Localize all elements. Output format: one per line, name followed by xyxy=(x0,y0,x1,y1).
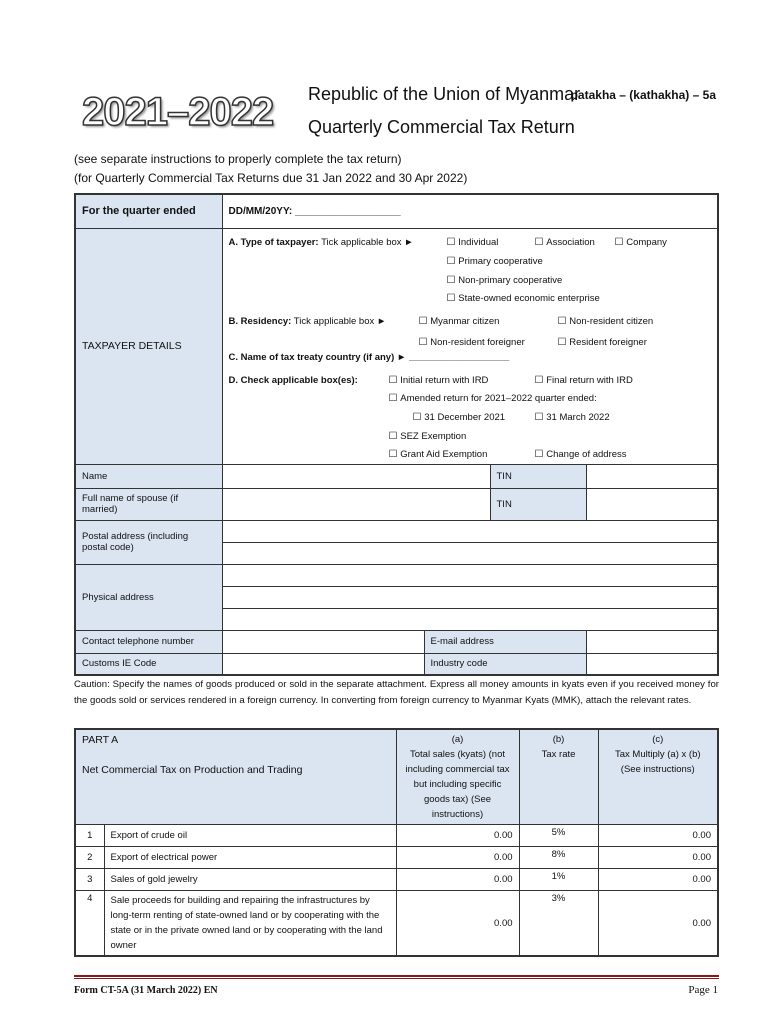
row-number: 3 xyxy=(75,869,104,891)
part-a-table xyxy=(74,728,719,957)
year-logo: 2021–2022 xyxy=(82,90,274,134)
checkbox-31-dec-2021[interactable]: ☐ 31 December 2021 xyxy=(413,412,506,423)
spouse-tin-input[interactable] xyxy=(586,488,718,520)
taxpayer-table xyxy=(74,193,719,676)
checkbox-31-mar-2022[interactable]: ☐ 31 March 2022 xyxy=(535,412,610,423)
type-label: A. Type of taxpayer: xyxy=(228,236,319,248)
residency-label: B. Residency: xyxy=(228,315,292,327)
physical-label: Physical address xyxy=(75,564,222,630)
tax-rate: 3% xyxy=(519,891,598,957)
row-number: 4 xyxy=(75,891,104,957)
tax-amount: 0.00 xyxy=(598,891,718,957)
checkbox-change-address[interactable]: ☐ Change of address xyxy=(535,449,627,460)
name-label: Name xyxy=(75,464,222,488)
tax-amount: 0.00 xyxy=(598,847,718,869)
title-form: Quarterly Commercial Tax Return xyxy=(308,117,575,137)
page-number: Page 1 xyxy=(688,984,718,996)
checkbox-grant-aid[interactable]: ☐ Grant Aid Exemption xyxy=(389,449,488,460)
total-sales-input[interactable]: 0.00 xyxy=(396,825,519,847)
footer-divider xyxy=(74,975,719,979)
checkbox-initial-return[interactable]: ☐ Initial return with IRD xyxy=(389,375,489,386)
physical-input-2[interactable] xyxy=(222,586,718,608)
part-a-subtitle: Net Commercial Tax on Production and Trading xyxy=(82,764,303,776)
checkbox-amended-return[interactable]: ☐ Amended return for 2021–2022 quarter ended: xyxy=(389,393,597,404)
checkbox-non-resident-citizen[interactable]: ☐ Non-resident citizen xyxy=(558,316,654,327)
quarter-label: For the quarter ended xyxy=(75,194,222,228)
col-a-letter: (a) xyxy=(451,734,464,745)
tick-hint: Tick applicable box ► xyxy=(321,236,414,248)
table-row xyxy=(75,869,718,891)
checkbox-final-return[interactable]: ☐ Final return with IRD xyxy=(535,375,633,386)
email-input[interactable] xyxy=(586,630,718,653)
col-c-letter: (c) xyxy=(652,734,664,745)
tax-amount: 0.00 xyxy=(598,869,718,891)
check-boxes-label: D. Check applicable box(es): xyxy=(228,374,358,386)
footer-form-id: Form CT-5A (31 March 2022) EN xyxy=(74,985,218,996)
checkbox-sez-exemption[interactable]: ☐ SEZ Exemption xyxy=(389,431,467,442)
industry-input[interactable] xyxy=(586,653,718,675)
title-country: Republic of the Union of Myanmar xyxy=(308,84,581,104)
row-number: 2 xyxy=(75,847,104,869)
email-label: E-mail address xyxy=(424,630,586,653)
treaty-country-field[interactable]: C. Name of tax treaty country (if any) ► ___________________ xyxy=(228,351,510,363)
taxpayer-options xyxy=(223,229,718,464)
postal-label: Postal address (including postal code) xyxy=(75,520,222,564)
table-row xyxy=(75,847,718,869)
phone-label: Contact telephone number xyxy=(75,630,222,653)
due-date-note: (for Quarterly Commercial Tax Returns due 31 Jan 2022 and 30 Apr 2022) xyxy=(74,171,468,185)
table-row xyxy=(75,891,718,957)
row-description: Sales of gold jewelry xyxy=(104,869,396,891)
physical-input-3[interactable] xyxy=(222,608,718,630)
taxpayer-details-label: TAXPAYER DETAILS xyxy=(75,228,222,464)
tax-rate: 1% xyxy=(519,869,598,891)
checkbox-non-primary-coop[interactable]: ☐ Non-primary cooperative xyxy=(447,275,563,286)
tick-hint: Tick applicable box ► xyxy=(293,315,387,327)
spouse-label: Full name of spouse (if married) xyxy=(75,488,222,520)
checkbox-state-owned[interactable]: ☐ State-owned economic enterprise xyxy=(447,293,600,304)
checkbox-individual[interactable]: ☐ Individual xyxy=(447,237,499,248)
row-description: Sale proceeds for building and repairing the infrastructures by long-term renting of state-owned land or by cooperating with the state or in the private owned land or by cooperating with the land owner xyxy=(104,891,396,957)
col-a-header: Total sales (kyats) (not including commercial tax but including specific goods tax) (See instructions) xyxy=(405,749,510,820)
customs-input[interactable] xyxy=(222,653,424,675)
checkbox-resident-foreigner[interactable]: ☐ Resident foreigner xyxy=(558,337,647,348)
table-row xyxy=(75,825,718,847)
customs-label: Customs IE Code xyxy=(75,653,222,675)
quarter-field[interactable]: DD/MM/20YY: ___________________ xyxy=(222,194,718,228)
checkbox-association[interactable]: ☐ Association xyxy=(535,237,595,248)
tax-rate: 5% xyxy=(519,825,598,847)
total-sales-input[interactable]: 0.00 xyxy=(396,847,519,869)
checkbox-non-resident-foreigner[interactable]: ☐ Non-resident foreigner xyxy=(419,337,525,348)
form-code: patakha – (kathakha) – 5a xyxy=(570,88,716,102)
tax-amount: 0.00 xyxy=(598,825,718,847)
col-b-header: Tax rate xyxy=(541,749,576,760)
col-b-letter: (b) xyxy=(552,734,565,745)
part-a-title: PART A xyxy=(82,734,119,746)
name-input[interactable] xyxy=(222,464,490,488)
checkbox-myanmar-citizen[interactable]: ☐ Myanmar citizen xyxy=(419,316,500,327)
row-description: Export of crude oil xyxy=(104,825,396,847)
postal-input-2[interactable] xyxy=(222,542,718,564)
caution-text: Caution: Specify the names of goods produced or sold in the separate attachment. Express all money amounts in kyats even if you received money for the goods sold or services rendered in a foreign currency. In converting from foreign currency to Myanmar Kyats (MMK), attach the relevant rates. xyxy=(74,679,719,706)
physical-input-1[interactable] xyxy=(222,564,718,586)
checkbox-primary-coop[interactable]: ☐ Primary cooperative xyxy=(447,256,543,267)
tax-rate: 8% xyxy=(519,847,598,869)
tin-label: TIN xyxy=(490,464,586,488)
instructions-note: (see separate instructions to properly complete the tax return) xyxy=(74,152,402,166)
industry-label: Industry code xyxy=(424,653,586,675)
total-sales-input[interactable]: 0.00 xyxy=(396,869,519,891)
row-description: Export of electrical power xyxy=(104,847,396,869)
row-number: 1 xyxy=(75,825,104,847)
phone-input[interactable] xyxy=(222,630,424,653)
total-sales-input[interactable]: 0.00 xyxy=(396,891,519,957)
col-c-header: Tax Multiply (a) x (b) (See instructions) xyxy=(615,749,701,775)
spouse-input[interactable] xyxy=(222,488,490,520)
spouse-tin-label: TIN xyxy=(490,488,586,520)
tin-input[interactable] xyxy=(586,464,718,488)
postal-input-1[interactable] xyxy=(222,520,718,542)
checkbox-company[interactable]: ☐ Company xyxy=(615,237,667,248)
